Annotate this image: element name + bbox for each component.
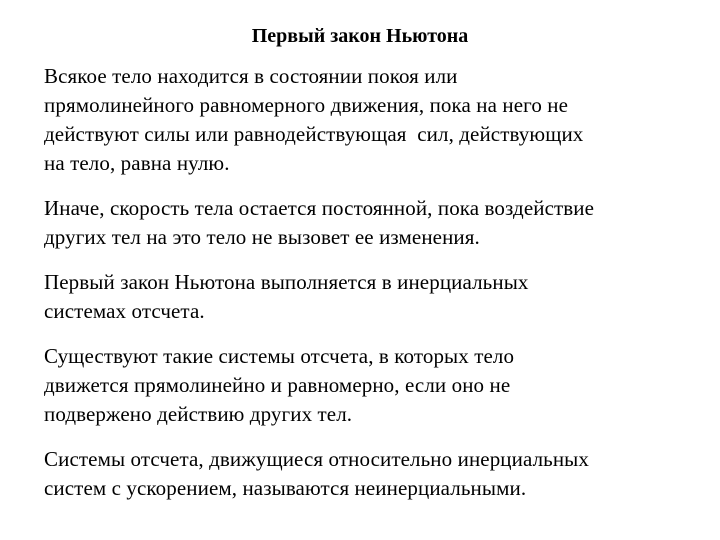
paragraph-4 <box>44 342 694 429</box>
paragraph-line: на тело, равна нулю. <box>44 151 230 175</box>
paragraph-line: Существуют такие системы отсчета, в которых тело <box>44 344 515 368</box>
paragraph-line: подвержено действию других тел. <box>44 402 353 426</box>
slide-title: Первый закон Ньютона <box>251 25 469 47</box>
paragraph-line: действуют силы или равнодействующая сил, действующих <box>44 122 584 146</box>
paragraph-line: Иначе, скорость тела остается постоянной, пока воздействие <box>44 196 595 220</box>
paragraph-3 <box>44 268 694 326</box>
paragraph-line: других тел на это тело не вызовет ее изменения. <box>44 225 480 249</box>
paragraph-line: Всякое тело находится в состоянии покоя или <box>44 64 458 88</box>
paragraph-line: Системы отсчета, движущиеся относительно инерциальных <box>44 447 589 471</box>
paragraph-line: системах отсчета. <box>44 299 205 323</box>
paragraph-line: Первый закон Ньютона выполняется в инерциальных <box>44 270 529 294</box>
paragraph-1 <box>44 62 694 178</box>
paragraph-line: движется прямолинейно и равномерно, если оно не <box>44 373 511 397</box>
paragraph-2 <box>44 194 694 252</box>
slide-body <box>44 62 694 519</box>
paragraph-line: прямолинейного равномерного движения, пока на него не <box>44 93 569 117</box>
paragraph-5 <box>44 445 694 503</box>
paragraph-line: систем с ускорением, называются неинерциальными. <box>44 476 527 500</box>
